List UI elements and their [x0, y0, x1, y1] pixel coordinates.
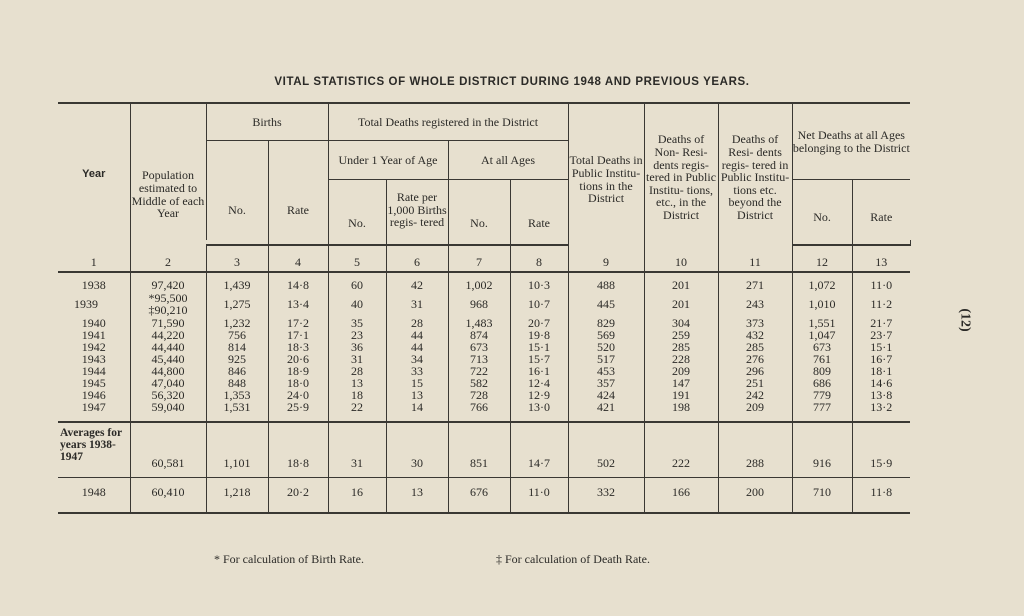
cell-net-rate: 23·7 [852, 329, 910, 341]
column-number: 9 [568, 245, 644, 272]
header-total-deaths-registered: Total Deaths registered in the District [328, 103, 568, 141]
table-row [58, 401, 910, 413]
cell-net-rate: 14·6 [852, 377, 910, 389]
cell-nonres: 198 [644, 401, 718, 413]
cell-u1-no: 23 [328, 329, 386, 341]
cell-births-no: 814 [206, 341, 268, 353]
year-cell: 1944 [81, 364, 106, 378]
cell-public: 520 [568, 341, 644, 353]
column-number: 12 [792, 245, 852, 272]
year-cell: 1948 [81, 485, 106, 499]
cell-public: 357 [568, 377, 644, 389]
spacer-row [58, 506, 910, 513]
cell-1948-pop: 60,410 [130, 478, 206, 507]
cell-res: 373 [718, 317, 792, 329]
average-cell-all-no: 851 [448, 422, 510, 473]
year-cell: 1943 [81, 352, 106, 366]
header-births: Births [206, 103, 328, 141]
cell-public: 569 [568, 329, 644, 341]
cell-nonres: 147 [644, 377, 718, 389]
cell-u1-rate: 42 [386, 279, 448, 291]
header-total-deaths-public: Total Deaths in Public Institu- tions in the District [568, 103, 644, 245]
cell-births-no: 1,439 [206, 279, 268, 291]
cell-public: 517 [568, 353, 644, 365]
cell-u1-no: 60 [328, 279, 386, 291]
cell-pop: 45,440 [130, 353, 206, 365]
cell-res: 432 [718, 329, 792, 341]
cell-1948-births-no: 1,218 [206, 478, 268, 507]
cell-all-no: 1,483 [448, 317, 510, 329]
average-cell-res: 288 [718, 422, 792, 473]
column-number-row [58, 245, 910, 272]
year-cell: 1945 [81, 376, 106, 390]
cell-pop: 59,040 [130, 401, 206, 413]
cell-u1-no: 31 [328, 353, 386, 365]
cell-births-no: 848 [206, 377, 268, 389]
header-net-deaths: Net Deaths at all Ages belonging to the District [792, 103, 910, 180]
cell-all-no: 713 [448, 353, 510, 365]
cell-all-rate: 12·4 [510, 377, 568, 389]
cell-all-rate: 12·9 [510, 389, 568, 401]
cell-all-no: 722 [448, 365, 510, 377]
header-population: Population estimated to Middle of each Year [130, 103, 206, 245]
cell-net-no: 1,047 [792, 329, 852, 341]
cell-u1-rate: 34 [386, 353, 448, 365]
page-title: VITAL STATISTICS OF WHOLE DISTRICT DURING 1948 AND PREVIOUS YEARS. [274, 76, 750, 88]
cell-res: 242 [718, 389, 792, 401]
year-cell: 1939 [74, 297, 98, 311]
cell-all-no: 874 [448, 329, 510, 341]
cell-nonres: 209 [644, 365, 718, 377]
cell-public: 445 [568, 291, 644, 317]
cell-all-no: 582 [448, 377, 510, 389]
cell-pop: 44,440 [130, 341, 206, 353]
cell-births-rate: 25·9 [268, 401, 328, 413]
average-cell-u1-no: 31 [328, 422, 386, 473]
cell-all-rate: 10·3 [510, 279, 568, 291]
cell-1948-u1-rate: 13 [386, 478, 448, 507]
cell-all-rate: 10·7 [510, 291, 568, 317]
cell-u1-rate: 44 [386, 329, 448, 341]
cell-births-no: 1,531 [206, 401, 268, 413]
population-death-rate-value: ‡90,210 [148, 303, 188, 317]
footnote-death-rate: ‡ For calculation of Death Rate. [496, 552, 650, 566]
year-cell: 1942 [81, 340, 106, 354]
cell-net-rate: 13·8 [852, 389, 910, 401]
vital-statistics-table [58, 102, 910, 514]
cell-net-no: 673 [792, 341, 852, 353]
header-year: Year [58, 103, 130, 245]
cell-u1-no: 13 [328, 377, 386, 389]
cell-net-no: 1,010 [792, 291, 852, 317]
column-number: 11 [718, 245, 792, 272]
cell-net-rate: 18·1 [852, 365, 910, 377]
cell-births-rate: 13·4 [268, 291, 328, 317]
average-cell-public: 502 [568, 422, 644, 473]
cell-net-rate: 11·0 [852, 279, 910, 291]
cell-all-rate: 15·1 [510, 341, 568, 353]
cell-net-no: 779 [792, 389, 852, 401]
cell-net-rate: 11·2 [852, 291, 910, 317]
cell-res: 271 [718, 279, 792, 291]
header-u1-no: No. [328, 180, 386, 241]
cell-all-no: 728 [448, 389, 510, 401]
cell-u1-no: 18 [328, 389, 386, 401]
cell-births-rate: 24·0 [268, 389, 328, 401]
column-number: 7 [448, 245, 510, 272]
cell-res: 285 [718, 341, 792, 353]
cell-births-rate: 17·1 [268, 329, 328, 341]
cell-all-rate: 19·8 [510, 329, 568, 341]
cell-1948-net-rate: 11·8 [852, 478, 910, 507]
cell-net-rate: 16·7 [852, 353, 910, 365]
average-cell-net-no: 916 [792, 422, 852, 473]
cell-births-rate: 18·0 [268, 377, 328, 389]
cell-all-no: 766 [448, 401, 510, 413]
header-under-1-year: Under 1 Year of Age [328, 141, 448, 180]
header-births-no: No. [206, 141, 268, 241]
header-all-no: No. [448, 180, 510, 241]
table-row [58, 279, 910, 291]
cell-u1-rate: 28 [386, 317, 448, 329]
cell-u1-rate: 15 [386, 377, 448, 389]
column-number: 10 [644, 245, 718, 272]
cell-net-no: 1,072 [792, 279, 852, 291]
cell-pop: 56,320 [130, 389, 206, 401]
cell-births-no: 1,353 [206, 389, 268, 401]
cell-u1-rate: 33 [386, 365, 448, 377]
cell-nonres: 259 [644, 329, 718, 341]
header-net-rate: Rate [852, 180, 910, 241]
column-number: 1 [58, 245, 130, 272]
cell-pop: 97,420 [130, 279, 206, 291]
cell-nonres: 285 [644, 341, 718, 353]
cell-all-no: 1,002 [448, 279, 510, 291]
column-number: 2 [130, 245, 206, 272]
cell-nonres: 201 [644, 279, 718, 291]
cell-u1-rate: 31 [386, 291, 448, 317]
cell-nonres: 201 [644, 291, 718, 317]
cell-net-rate: 15·1 [852, 341, 910, 353]
cell-all-rate: 13·0 [510, 401, 568, 413]
cell-1948-net-no: 710 [792, 478, 852, 507]
column-number: 3 [206, 245, 268, 272]
cell-births-no: 846 [206, 365, 268, 377]
cell-res: 209 [718, 401, 792, 413]
cell-nonres: 191 [644, 389, 718, 401]
header-deaths-non-residents: Deaths of Non- Resi- dents regis- tered in Public Institu- tions, etc., in the District [644, 103, 718, 245]
averages-label: Averages for years 1938-1947 [58, 422, 130, 473]
cell-nonres: 228 [644, 353, 718, 365]
cell-nonres: 304 [644, 317, 718, 329]
cell-public: 829 [568, 317, 644, 329]
year-1948-row [58, 478, 910, 507]
cell-all-rate: 15·7 [510, 353, 568, 365]
averages-row [58, 422, 910, 473]
cell-births-rate: 18·9 [268, 365, 328, 377]
cell-pop [130, 291, 206, 317]
cell-public: 453 [568, 365, 644, 377]
population-birth-rate-value: *95,500 [148, 291, 188, 305]
cell-pop: 44,220 [130, 329, 206, 341]
cell-1948-nonres: 166 [644, 478, 718, 507]
year-cell: 1940 [81, 316, 106, 330]
cell-births-no: 1,232 [206, 317, 268, 329]
header-all-rate: Rate [510, 180, 568, 241]
cell-res: 276 [718, 353, 792, 365]
average-cell-u1-rate: 30 [386, 422, 448, 473]
cell-1948-all-rate: 11·0 [510, 478, 568, 507]
cell-public: 488 [568, 279, 644, 291]
cell-net-no: 809 [792, 365, 852, 377]
year-cell: 1947 [81, 400, 106, 414]
cell-net-no: 777 [792, 401, 852, 413]
header-at-all-ages: At all Ages [448, 141, 568, 180]
header-births-rate: Rate [268, 141, 328, 241]
vital-statistics-table-wrap [58, 102, 910, 514]
cell-u1-rate: 44 [386, 341, 448, 353]
cell-u1-no: 28 [328, 365, 386, 377]
cell-pop: 47,040 [130, 377, 206, 389]
table-row [58, 291, 910, 317]
header-net-no: No. [792, 180, 852, 241]
cell-public: 424 [568, 389, 644, 401]
cell-net-no: 761 [792, 353, 852, 365]
cell-1948-births-rate: 20·2 [268, 478, 328, 507]
cell-net-no: 686 [792, 377, 852, 389]
cell-all-no: 673 [448, 341, 510, 353]
cell-public: 421 [568, 401, 644, 413]
cell-births-rate: 20·6 [268, 353, 328, 365]
cell-u1-no: 40 [328, 291, 386, 317]
cell-u1-no: 35 [328, 317, 386, 329]
year-cell: 1946 [81, 388, 106, 402]
cell-pop: 71,590 [130, 317, 206, 329]
average-cell-pop: 60,581 [130, 422, 206, 473]
cell-1948-res: 200 [718, 478, 792, 507]
average-cell-births-no: 1,101 [206, 422, 268, 473]
page-number: (12) [957, 308, 973, 332]
column-number: 8 [510, 245, 568, 272]
cell-pop: 44,800 [130, 365, 206, 377]
column-number: 5 [328, 245, 386, 272]
column-number: 13 [852, 245, 910, 272]
cell-net-rate: 13·2 [852, 401, 910, 413]
cell-births-rate: 17·2 [268, 317, 328, 329]
average-cell-births-rate: 18·8 [268, 422, 328, 473]
cell-res: 296 [718, 365, 792, 377]
header-u1-rate: Rate per 1,000 Births regis- tered [386, 180, 448, 241]
column-number: 6 [386, 245, 448, 272]
cell-all-rate: 20·7 [510, 317, 568, 329]
year-cell: 1938 [81, 278, 106, 292]
cell-births-no: 756 [206, 329, 268, 341]
column-number: 4 [268, 245, 328, 272]
year-cell: 1941 [81, 328, 106, 342]
cell-all-no: 968 [448, 291, 510, 317]
cell-births-rate: 18·3 [268, 341, 328, 353]
cell-net-rate: 21·7 [852, 317, 910, 329]
cell-u1-rate: 14 [386, 401, 448, 413]
footnote-birth-rate: * For calculation of Birth Rate. [214, 552, 364, 566]
cell-res: 251 [718, 377, 792, 389]
header-deaths-residents: Deaths of Resi- dents regis- tered in Public Institu- tions etc. beyond the District [718, 103, 792, 245]
average-cell-nonres: 222 [644, 422, 718, 473]
cell-u1-rate: 13 [386, 389, 448, 401]
cell-1948-all-no: 676 [448, 478, 510, 507]
cell-1948-u1-no: 16 [328, 478, 386, 507]
cell-u1-no: 22 [328, 401, 386, 413]
cell-u1-no: 36 [328, 341, 386, 353]
average-cell-all-rate: 14·7 [510, 422, 568, 473]
cell-1948-public: 332 [568, 478, 644, 507]
cell-births-rate: 14·8 [268, 279, 328, 291]
cell-births-no: 925 [206, 353, 268, 365]
spacer-row [58, 413, 910, 422]
average-cell-net-rate: 15·9 [852, 422, 910, 473]
cell-all-rate: 16·1 [510, 365, 568, 377]
cell-res: 243 [718, 291, 792, 317]
cell-net-no: 1,551 [792, 317, 852, 329]
cell-births-no: 1,275 [206, 291, 268, 317]
